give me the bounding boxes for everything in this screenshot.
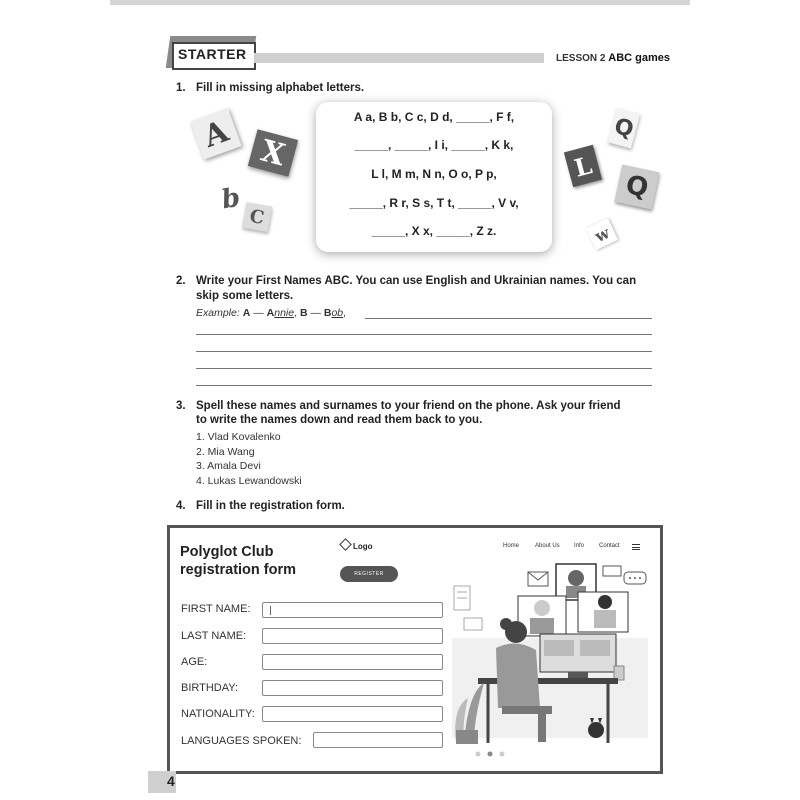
alphabet-line: _____, _____, I i, _____, K k, [354,138,514,152]
nav-info[interactable]: Info [574,543,585,549]
alphabet-line: A a, B b, C c, D d, _____, F f, [353,110,515,124]
lesson-number: LESSON 2 [556,53,606,64]
alphabet-card [316,102,552,252]
languages-spoken-input[interactable] [313,732,443,748]
text-cursor [270,606,271,615]
logo: Logo [341,540,373,551]
lesson-bar [254,53,544,63]
top-bar [110,0,690,5]
diamond-icon [339,538,352,551]
writing-line[interactable] [365,318,652,319]
name-list-item: 3. Amala Devi [196,460,261,472]
first-name-label: FIRST NAME: [181,603,251,615]
letter-tile-a: A [190,108,241,159]
video-call-illustration [448,558,652,763]
writing-line[interactable] [196,385,652,386]
letter-tile-q: Q [614,164,659,209]
task-2-instruction: 2. Write your First Names ABC. You can use English and Ukrainian names. You can [176,275,637,287]
letter-tile-c: C [242,202,272,232]
name-list-item: 4. Lukas Lewandowski [196,475,302,487]
languages-spoken-label: LANGUAGES SPOKEN: [181,735,302,747]
alphabet-line: L l, M m, N n, O o, P p, [371,167,497,181]
alphabet-line: _____, R r, S s, T t, _____, V v, [349,196,519,210]
name-list-item: 1. Vlad Kovalenko [196,431,281,443]
task-4-instruction: 4. Fill in the registration form. [176,500,345,512]
menu-icon[interactable] [632,544,640,550]
task-3-instruction-cont: to write the names down and read them back to you. [196,414,483,426]
writing-line[interactable] [196,334,652,335]
form-title: Polyglot Club registration form [180,544,297,578]
task-3-instruction: 3. Spell these names and surnames to your friend on the phone. Ask your friend [176,400,621,412]
writing-line[interactable] [196,368,652,369]
page-number: 4 [167,773,175,789]
age-label: AGE: [181,656,208,668]
letter-tile-x: X [248,129,298,177]
nav-about-us[interactable]: About Us [535,543,560,549]
example-text: Example: A — Annie, B — Bob, [196,307,347,319]
last-name-input[interactable] [262,628,443,644]
nav-home[interactable]: Home [503,543,520,549]
letter-tile-w: w [586,218,618,250]
name-list-item: 2. Mia Wang [196,446,255,458]
lesson-title: ABC games [608,52,670,64]
task-1-instruction: 1. Fill in missing alphabet letters. [176,82,365,94]
lesson-label [556,52,670,64]
writing-line[interactable] [196,351,652,352]
letter-tile-b: b [216,182,247,216]
birthday-input[interactable] [262,680,443,696]
birthday-label: BIRTHDAY: [181,682,239,694]
nationality-label: NATIONALITY: [181,708,255,720]
age-input[interactable] [262,654,443,670]
register-button[interactable]: REGISTER [340,566,398,582]
first-name-input[interactable] [262,602,443,618]
last-name-label: LAST NAME: [181,630,247,642]
alphabet-line: _____, X x, _____, Z z. [371,224,497,238]
nav-contact[interactable]: Contact [599,543,620,549]
task-2-instruction-cont: skip some letters. [196,290,294,302]
letter-tile-q-top: Q [608,108,640,149]
nationality-input[interactable] [262,706,443,722]
section-label: STARTER [178,46,247,62]
letter-tile-l: L [564,145,602,188]
